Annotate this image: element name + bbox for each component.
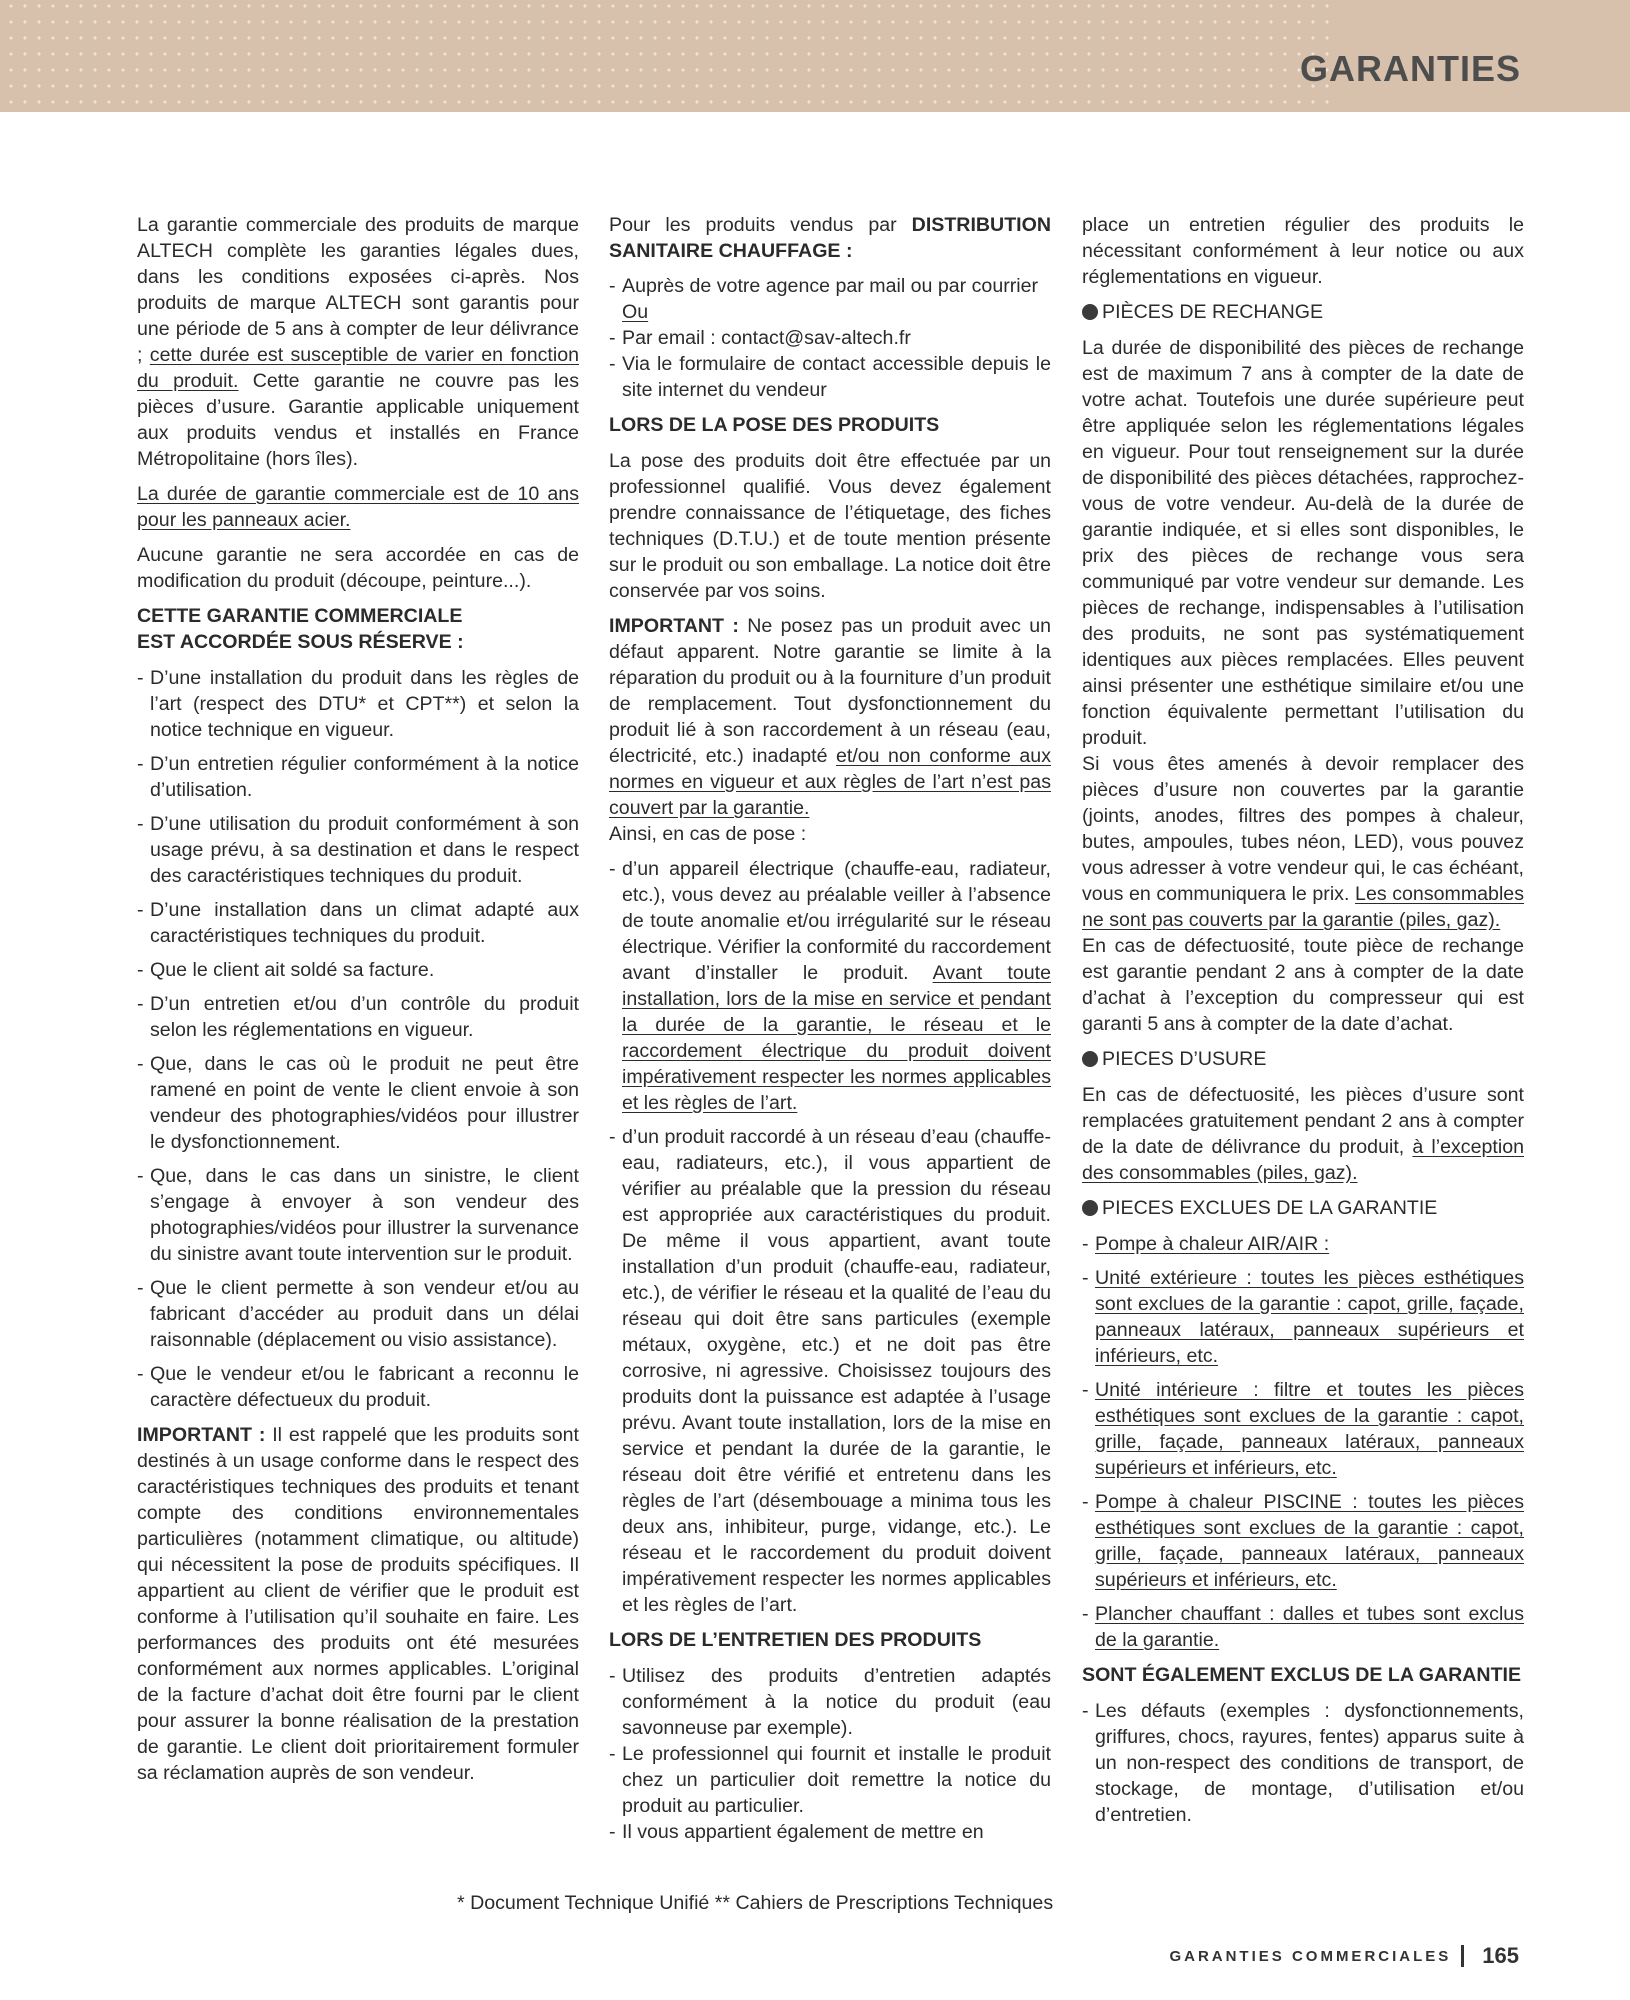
list-item: - D’un entretien régulier conformément à la notice d’utilisation. bbox=[137, 751, 579, 803]
list-item: - Les défauts (exemples : dysfonctionnements, griffures, chocs, rayures, fentes) apparus suite à un non-respect des conditions de transport, de stockage, de montage, d’utilisation et/ou d’entretien. bbox=[1082, 1698, 1524, 1828]
exclues-heading: PIECES EXCLUES DE LA GARANTIE bbox=[1082, 1195, 1524, 1221]
list-item: - Pompe à chaleur AIR/AIR : bbox=[1082, 1231, 1524, 1257]
bullet-dot-icon bbox=[1082, 1051, 1098, 1067]
bullet-dot-icon bbox=[1082, 1200, 1098, 1216]
list-item: - Que, dans le cas où le produit ne peut être ramené en point de vente le client envoie à son vendeur des photographies/vidéos pour illustrer le dysfonctionnement. bbox=[137, 1051, 579, 1155]
list-item: - D’une utilisation du produit conformément à son usage prévu, à sa destination et dans le respect des caractéristiques techniques du produit. bbox=[137, 811, 579, 889]
exclues-list bbox=[1082, 1231, 1524, 1653]
column-3 bbox=[1082, 212, 1524, 1837]
list-item: - Plancher chauffant : dalles et tubes sont exclus de la garantie. bbox=[1082, 1601, 1524, 1653]
page-footer bbox=[1169, 1943, 1519, 1969]
rechange-paragraph-3: En cas de défectuosité, toute pièce de rechange est garantie pendant 2 ans à compter de la date d’achat à l’exception du compresseur qui est garanti 5 ans à compter de la date d’achat. bbox=[1082, 935, 1524, 1035]
important-paragraph: IMPORTANT : Il est rappelé que les produits sont destinés à un usage conforme dans le respect des caractéristiques techniques des produits et tenant compte des conditions environnementales particulières (notamment climatique, ou altitude) qui nécessitent la pose de produits spécifiques. Il appartient au client de vérifier que le produit est conforme à l’utilisation qu’il souhaite en faire. Les performances des produits ont été mesurées conformément aux normes applicables. L’original de la facture d’achat doit être fourni par le client pour assurer la bonne réalisation de la prestation de garantie. Le client doit prioritairement formuler sa réclamation auprès de son vendeur. bbox=[137, 1424, 579, 1784]
list-item: - Utilisez des produits d’entretien adaptés conformément à la notice du produit (eau savonneuse par exemple). bbox=[609, 1663, 1051, 1741]
ainsi-paragraph: Ainsi, en cas de pose : bbox=[609, 823, 807, 845]
list-item: - Unité extérieure : toutes les pièces esthétiques sont exclues de la garantie : capot, grille, façade, panneaux latéraux, panneaux supérieurs et inférieurs, etc. bbox=[1082, 1265, 1524, 1369]
rechange-heading: PIÈCES DE RECHANGE bbox=[1082, 299, 1524, 325]
list-item: - Pompe à chaleur PISCINE : toutes les pièces esthétiques sont exclues de la garantie : capot, grille, façade, panneaux latéraux, panneaux supérieurs et inférieurs, etc. bbox=[1082, 1489, 1524, 1593]
footnote: * Document Technique Unifié ** Cahiers de Prescriptions Techniques bbox=[457, 1892, 1054, 1914]
important-pose-paragraph: IMPORTANT : Ne posez pas un produit avec un défaut apparent. Notre garantie se limite à la réparation du produit ou à la fourniture d’un produit de remplacement. Tout dysfonctionnement du produit lié à son raccordement à un réseau (eau, électricité, etc.) inadapté et/ou non conforme aux normes en vigueur et aux règles de l’art n’est pas couvert par la garantie. bbox=[609, 615, 1052, 819]
page-title: GARANTIES bbox=[1299, 48, 1521, 89]
usure-paragraph: En cas de défectuosité, les pièces d’usure sont remplacées gratuitement pendant 2 ans à compter de la date de délivrance du produit, à l’exception des consommables (piles, gaz). bbox=[1082, 1084, 1524, 1184]
list-item: - Que le client permette à son vendeur et/ou au fabricant d’accéder au produit dans un délai raisonnable (déplacement ou visio assistance). bbox=[137, 1275, 579, 1353]
list-item: - Auprès de votre agence par mail ou par courrier Ou bbox=[609, 273, 1051, 325]
egalement-list bbox=[1082, 1698, 1524, 1828]
reserve-heading: CETTE GARANTIE COMMERCIALE EST ACCORDÉE SOUS RÉSERVE : bbox=[137, 605, 464, 653]
distribution-paragraph: Pour les produits vendus par DISTRIBUTION SANITAIRE CHAUFFAGE : bbox=[609, 214, 1051, 262]
conditions-list bbox=[137, 665, 579, 1413]
list-item: - Que le vendeur et/ou le fabricant a reconnu le caractère défectueux du produit. bbox=[137, 1361, 579, 1413]
rechange-paragraph-1: La durée de disponibilité des pièces de rechange est de maximum 7 ans à compter de la date de votre achat. Toutefois une durée supérieure peut être appliquée selon les réglementations légales en vigueur. Pour tout renseignement sur la durée de disponibilité des pièces détachées, rapprochez-vous de votre vendeur. Au-delà de la durée de garantie indiquée, et si elles sont disponibles, le prix des pièces de rechange vous sera communiqué par votre vendeur sur demande. Les pièces de rechange, indispensables à l’utilisation des produits, ne sont pas systématiquement identiques aux pièces remplacées. Elles peuvent ainsi présenter une esthétique similaire et/ou une fonction équivalente permettant l’utilisation du produit. bbox=[1082, 337, 1524, 749]
list-item: - Par email : contact@sav-altech.fr bbox=[609, 325, 1051, 351]
intro-paragraph: La garantie commerciale des produits de marque ALTECH complète les garanties légales dues, dans les conditions exposées ci-après. Nos produits de marque ALTECH sont garantis pour une période de 5 ans à compter de leur délivrance ; cette durée est susceptible de varier en fonction du produit. Cette garantie ne couvre pas les pièces d’usure. Garantie applicable uniquement aux produits vendus et installés en France Métropolitaine (hors îles). bbox=[137, 214, 579, 470]
list-item: - Unité intérieure : filtre et toutes les pièces esthétiques sont exclues de la garantie : capot, grille, façade, panneaux latéraux, panneaux supérieurs et inférieurs, etc. bbox=[1082, 1377, 1524, 1481]
pose-heading: LORS DE LA POSE DES PRODUITS bbox=[609, 414, 940, 436]
entretien-heading: LORS DE L’ENTRETIEN DES PRODUITS bbox=[609, 1629, 982, 1651]
list-item: - Il vous appartient également de mettre en bbox=[609, 1819, 1051, 1845]
usure-heading: PIECES D’USURE bbox=[1082, 1046, 1524, 1072]
pose-paragraph: La pose des produits doit être effectuée par un professionnel qualifié. Vous devez également prendre connaissance de l’étiquetage, des fiches techniques (D.T.U.) et de toute mention présente sur le produit ou son emballage. La notice doit être conservée par vos soins. bbox=[609, 450, 1051, 602]
list-item: - Que le client ait soldé sa facture. bbox=[137, 957, 579, 983]
list-item: - d’un appareil électrique (chauffe-eau, radiateur, etc.), vous devez au préalable veiller à l’absence de toute anomalie et/ou irrégularité sur le réseau électrique. Vérifier la conformité du raccordement avant d’installer le produit. Avant toute installation, lors de la mise en service et pendant la durée de la garantie, le réseau et le raccordement électrique du produit doivent impérativement respecter les normes applicables et les règles de l’art. bbox=[609, 856, 1051, 1116]
egalement-heading: SONT ÉGALEMENT EXCLUS DE LA GARANTIE bbox=[1082, 1664, 1522, 1686]
footer-label: GARANTIES COMMERCIALES bbox=[1169, 1947, 1452, 1965]
list-item: - d’un produit raccordé à un réseau d’eau (chauffe-eau, radiateurs, etc.), il vous appartient de vérifier au préalable que la pression du réseau est appropriée aux caractéristiques du produit. De même il vous appartient, avant toute installation d’un produit (chauffe-eau, radiateur, etc.), de vérifier le réseau et la qualité de l’eau du réseau qui doit être sans particules (exemple métaux, oxygène, etc.) et ne doit pas être corrosive, ni agressive. Choisissez toujours des produits dont la puissance est adaptée à l’usage prévu. Avant toute installation, lors de la mise en service et pendant la durée de la garantie, le réseau doit être vérifié et entretenu dans les règles de l’art (désembouage a minima tous les deux ans, inhibiteur, purge, vidange, etc.). Le réseau et le raccordement du produit doivent impérativement respecter les normes applicables et les règles de l’art. bbox=[609, 1124, 1051, 1618]
list-item: - D’une installation du produit dans les règles de l’art (respect des DTU* et CPT**) et selon la notice technique en vigueur. bbox=[137, 665, 579, 743]
footer-divider bbox=[1461, 1945, 1464, 1967]
contact-list bbox=[609, 273, 1051, 403]
acier-paragraph: La durée de garantie commerciale est de 10 ans pour les panneaux acier. bbox=[137, 483, 579, 531]
aucune-paragraph: Aucune garantie ne sera accordée en cas de modification du produit (découpe, peinture...). bbox=[137, 544, 579, 592]
page-number: 165 bbox=[1482, 1943, 1519, 1968]
list-item: - Via le formulaire de contact accessible depuis le site internet du vendeur bbox=[609, 351, 1051, 403]
list-item: - Le professionnel qui fournit et installe le produit chez un particulier doit remettre la notice du produit au particulier. bbox=[609, 1741, 1051, 1819]
entretien-list bbox=[609, 1663, 1051, 1845]
list-item: - D’un entretien et/ou d’un contrôle du produit selon les réglementations en vigueur. bbox=[137, 991, 579, 1043]
rechange-paragraph-2: Si vous êtes amenés à devoir remplacer des pièces d’usure non couvertes par la garantie (joints, anodes, filtres des pompes à chaleur, butes, ampoules, tubes néon, LED), vous pouvez vous adresser à votre vendeur qui, le cas échéant, vous en communiquera le prix. Les consommables ne sont pas couverts par la garantie (piles, gaz). bbox=[1082, 753, 1525, 931]
continuation-paragraph: place un entretien régulier des produits le nécessitant conformément à leur notice ou aux réglementations en vigueur. bbox=[1082, 214, 1524, 288]
list-item: - Que, dans le cas dans un sinistre, le client s’engage à envoyer à son vendeur des photographies/vidéos pour illustrer la survenance du sinistre avant toute intervention sur le produit. bbox=[137, 1163, 579, 1267]
column-1 bbox=[137, 212, 579, 1795]
bullet-dot-icon bbox=[1082, 304, 1098, 320]
pose-list bbox=[609, 856, 1051, 1618]
list-item: - D’une installation dans un climat adapté aux caractéristiques techniques du produit. bbox=[137, 897, 579, 949]
column-2 bbox=[609, 212, 1051, 1854]
